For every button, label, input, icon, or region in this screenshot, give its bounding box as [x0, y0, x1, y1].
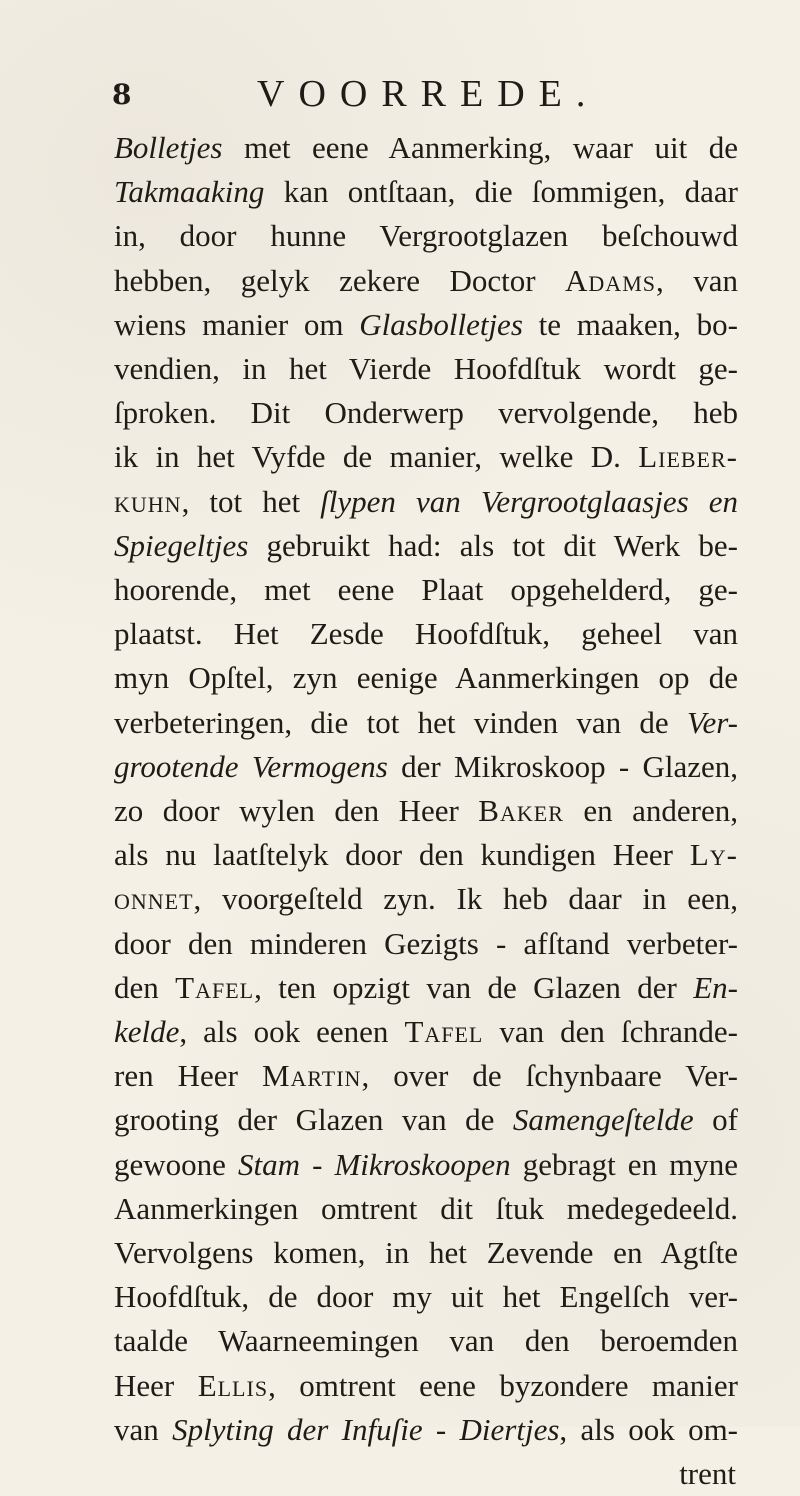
text-line — [114, 303, 738, 347]
text-line — [114, 1452, 738, 1496]
running-head-title: VOORREDE. — [257, 73, 600, 115]
italic-text: Spiegeltjes — [114, 527, 249, 563]
text-line — [114, 347, 738, 391]
text-run: Heer — [114, 1367, 198, 1403]
text-line — [114, 259, 738, 303]
text-line — [114, 1010, 738, 1054]
page-number: 8 — [112, 78, 132, 111]
text-line — [114, 126, 738, 170]
text-run: hoorende, met eene Plaat opgehelderd, ge- — [114, 572, 738, 608]
text-run: ſproken. Dit Onderwerp vervolgende, heb — [114, 395, 738, 431]
text-line — [114, 214, 738, 258]
text-run: als nu laatſtelyk door den kundigen Heer — [114, 837, 690, 873]
text-line — [114, 480, 738, 524]
page-header — [112, 72, 752, 116]
text-run: , voorgeſteld zyn. Ik heb daar in een, — [193, 881, 738, 917]
small-caps-name: Tafel — [175, 969, 255, 1005]
text-run: en anderen, — [563, 793, 738, 829]
text-run: door den minderen Gezigts - afſtand verbeter- — [114, 925, 738, 961]
text-line — [114, 789, 738, 833]
text-line — [114, 435, 738, 479]
italic-text: Takmaaking — [114, 174, 265, 210]
text-line — [114, 612, 738, 656]
small-caps-name: kuhn — [114, 483, 182, 519]
text-run: trent — [679, 1456, 736, 1492]
text-run: gewoone — [114, 1146, 238, 1182]
text-line — [114, 524, 738, 568]
text-run: gebruikt had: als tot dit Werk be- — [248, 527, 738, 563]
small-caps-name: onnet — [114, 881, 194, 917]
text-run: ik in het Vyfde de manier, welke D. — [114, 439, 639, 475]
italic-text: En- — [693, 969, 738, 1005]
text-run: den — [114, 969, 176, 1005]
text-line — [114, 1319, 738, 1363]
italic-text: Samengeſtelde — [512, 1102, 694, 1138]
text-line — [114, 701, 738, 745]
text-run: , als ook om- — [559, 1411, 739, 1447]
text-run: Vervolgens komen, in het Zevende en Agtſte — [114, 1235, 738, 1271]
text-run: te maaken, bo- — [522, 306, 738, 342]
text-line — [114, 1143, 738, 1187]
italic-text: Stam - Mikroskoopen — [238, 1146, 511, 1182]
text-line — [114, 656, 738, 700]
text-line — [114, 1054, 738, 1098]
small-caps-name: Martin — [261, 1058, 362, 1094]
text-line — [114, 1408, 738, 1452]
text-run: in, door hunne Vergrootglazen beſchouwd — [114, 218, 738, 254]
text-run: wiens manier om — [114, 306, 360, 342]
text-line — [114, 966, 738, 1010]
text-run: ren Heer — [114, 1058, 262, 1094]
text-run: , omtrent eene byzondere manier — [268, 1367, 738, 1403]
small-caps-name: Tafel — [404, 1014, 484, 1050]
text-line — [114, 877, 738, 921]
body-text — [114, 126, 738, 1496]
italic-text: Splyting der Infuſie - Diertjes — [172, 1411, 560, 1447]
text-run: der Mikroskoop - Glazen, — [387, 748, 738, 784]
text-run: met eene Aanmerking, waar uit de — [222, 130, 738, 165]
text-run: , van — [656, 262, 738, 298]
text-run: taalde Waarneemingen van den beroemden — [114, 1323, 738, 1359]
text-run: myn Opſtel, zyn eenige Aanmerkingen op de — [114, 660, 738, 696]
small-caps-name: Ly- — [689, 837, 738, 873]
text-run: of — [693, 1102, 738, 1138]
italic-text: ſlypen van Vergrootglaasjes en — [320, 483, 738, 519]
text-run: plaatst. Het Zesde Hoofdſtuk, geheel van — [114, 616, 738, 652]
text-line — [114, 833, 738, 877]
small-caps-name: Ellis — [197, 1367, 269, 1403]
text-run: hebben, gelyk zekere Doctor — [114, 262, 566, 298]
text-line — [114, 922, 738, 966]
text-run: Aanmerkingen omtrent dit ſtuk medegedeeld. — [114, 1190, 738, 1226]
text-line — [114, 1187, 738, 1231]
italic-text: grootende Vermogens — [114, 748, 388, 784]
text-run: zo door wylen den Heer — [114, 793, 479, 829]
text-run: van — [114, 1411, 173, 1447]
text-run: grooting der Glazen van de — [114, 1102, 513, 1138]
text-run: Hoofdſtuk, de door my uit het Engelſch ver- — [114, 1279, 738, 1315]
text-line — [114, 1231, 738, 1275]
italic-text: Glasbolletjes — [359, 306, 523, 342]
italic-text: Bolletjes — [114, 130, 223, 165]
small-caps-name: Baker — [478, 793, 564, 829]
text-run: , tot het — [181, 483, 321, 519]
small-caps-name: Adams — [565, 262, 656, 298]
text-line — [114, 1275, 738, 1319]
text-line — [114, 1098, 738, 1142]
text-line — [114, 1364, 738, 1408]
text-line — [114, 391, 738, 435]
text-line — [114, 170, 738, 214]
text-run: kan ontſtaan, die ſommigen, daar — [264, 174, 738, 210]
italic-text: kelde — [114, 1014, 180, 1050]
text-run: vendien, in het Vierde Hoofdſtuk wordt ge- — [114, 351, 738, 387]
text-run: verbeteringen, die tot het vinden van de — [114, 704, 687, 740]
italic-text: Ver- — [686, 704, 738, 740]
text-run: gebragt en myne — [510, 1146, 739, 1182]
text-line — [114, 568, 738, 612]
text-run: , over de ſchynbaare Ver- — [361, 1058, 738, 1094]
text-run: , als ook eenen — [179, 1014, 405, 1050]
text-line — [114, 745, 738, 789]
small-caps-name: Lieber- — [638, 439, 738, 475]
text-run: van den ſchrande- — [483, 1014, 738, 1050]
text-run: , ten opzigt van de Glazen der — [254, 969, 694, 1005]
